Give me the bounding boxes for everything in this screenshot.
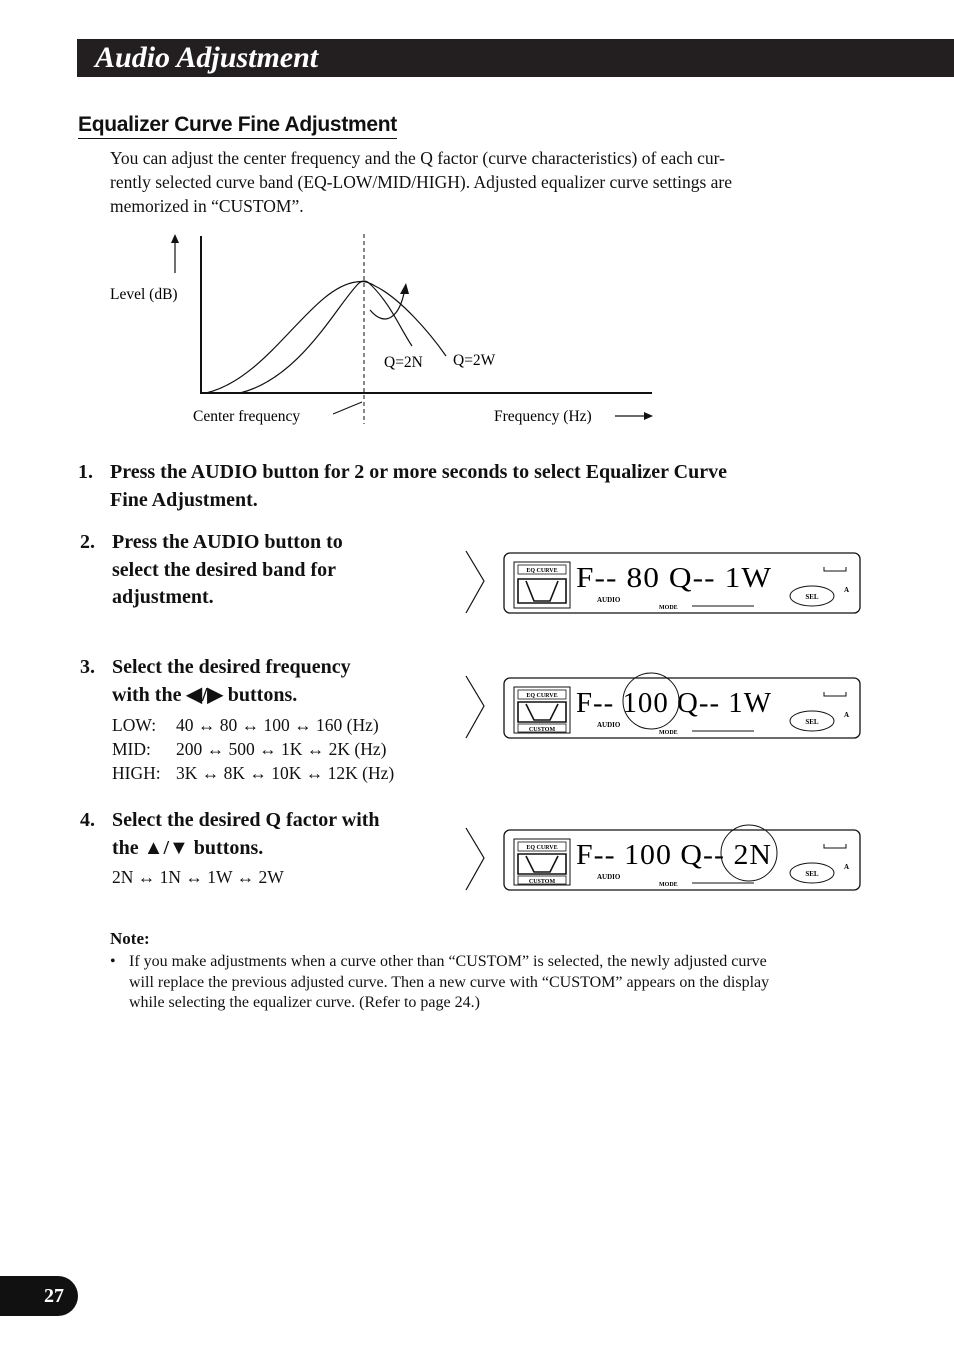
step-line: Press the AUDIO button for 2 or more seconds to select Equalizer Curve	[110, 461, 727, 483]
band-label: MID:	[112, 739, 151, 759]
section-title: Equalizer Curve Fine Adjustment	[78, 113, 397, 139]
note-body	[110, 952, 870, 1014]
y-arrow-head	[171, 234, 179, 243]
step-line: the ▲/▼ buttons.	[112, 836, 264, 859]
step-1-text	[110, 459, 870, 514]
custom-label: CUSTOM	[528, 727, 556, 733]
lcd-display-3	[462, 822, 864, 896]
a-indicator: A	[844, 711, 850, 719]
a-indicator: A	[844, 863, 850, 871]
lcd-main-readout: F-- 100 Q-- 1W	[576, 687, 772, 719]
step-pointer	[466, 551, 484, 613]
audio-indicator: AUDIO	[597, 721, 621, 729]
q-wide-curve	[206, 281, 446, 393]
q-arrow-head	[400, 283, 409, 294]
eq-curve-label: EQ CURVE	[526, 845, 558, 851]
lcd-display-1	[462, 545, 864, 619]
lcd-main-readout: F-- 100 Q-- 2N	[576, 839, 772, 871]
q-factor-sequence: 2N ↔ 1N ↔ 1W ↔ 2W	[112, 867, 284, 887]
x-axis-label: Frequency (Hz)	[494, 408, 592, 425]
x-arrow-head	[644, 412, 653, 420]
step-line: with the ◀/▶ buttons.	[112, 683, 298, 706]
step-line: Select the desired Q factor with	[112, 809, 380, 831]
step-line: select the desired band for	[112, 558, 337, 581]
center-frequency-label: Center frequency	[193, 408, 301, 425]
mode-indicator: MODE	[659, 882, 678, 888]
page-number: 27	[44, 1285, 64, 1307]
step-4-number: 4.	[80, 809, 95, 831]
sequence-row	[112, 713, 394, 737]
chapter-title-bar	[77, 39, 954, 77]
note-title: Note:	[110, 929, 150, 948]
note-text	[129, 952, 870, 1014]
custom-label: CUSTOM	[528, 879, 556, 885]
band-sequence: 200 ↔ 500 ↔ 1K ↔ 2K (Hz)	[176, 739, 387, 759]
sequence-row	[112, 737, 394, 761]
step-3-number: 3.	[80, 656, 95, 678]
band-label: HIGH:	[112, 763, 161, 783]
a-indicator: A	[844, 586, 850, 594]
eq-curve-label: EQ CURVE	[526, 693, 558, 699]
frequency-sequences	[112, 713, 394, 785]
band-sequence: 40 ↔ 80 ↔ 100 ↔ 160 (Hz)	[176, 715, 379, 735]
band-label: LOW:	[112, 715, 157, 735]
intro-line: You can adjust the center frequency and the Q factor (curve characteristics) of each cur-	[110, 148, 725, 168]
eq-curve-diagram	[100, 228, 670, 428]
page-number-tab	[0, 1276, 78, 1316]
step-4-text	[112, 807, 452, 862]
mode-indicator: MODE	[659, 605, 678, 611]
step-2-number: 2.	[80, 531, 95, 553]
step-3-text	[112, 654, 442, 709]
audio-indicator: AUDIO	[597, 873, 621, 881]
note-line: If you make adjustments when a curve other than “CUSTOM” is selected, the newly adjusted curve	[129, 953, 767, 970]
lcd-main-readout: F-- 80 Q-- 1W	[576, 562, 772, 594]
q-narrow-curve	[240, 281, 412, 393]
center-leader-line	[333, 402, 362, 414]
sel-label: SEL	[805, 593, 819, 601]
intro-line: rently selected curve band (EQ-LOW/MID/HIGH). Adjusted equalizer curve settings are	[110, 172, 732, 192]
note-line: will replace the previous adjusted curve. Then a new curve with “CUSTOM” appears on the display	[129, 973, 770, 991]
y-axis-label: Level (dB)	[110, 286, 178, 303]
q-wide-label: Q=2W	[453, 352, 496, 369]
lcd-display-2	[462, 670, 864, 744]
step-1-number: 1.	[78, 461, 93, 483]
intro-paragraph	[110, 146, 870, 218]
audio-indicator: AUDIO	[597, 596, 621, 604]
step-line: Press the AUDIO button to	[112, 531, 343, 553]
step-line: adjustment.	[112, 586, 214, 608]
note-line: while selecting the equalizer curve. (Refer to page 24.)	[129, 994, 480, 1011]
step-line: Fine Adjustment.	[110, 488, 258, 511]
note-bullet: •	[110, 953, 116, 970]
step-2-text	[112, 529, 442, 612]
intro-line: memorized in “CUSTOM”.	[110, 196, 304, 216]
chapter-title: Audio Adjustment	[95, 41, 319, 74]
step-pointer	[466, 676, 484, 738]
mode-indicator: MODE	[659, 730, 678, 736]
sel-label: SEL	[805, 718, 819, 726]
sequence-row	[112, 761, 394, 785]
step-line: Select the desired frequency	[112, 656, 351, 678]
step-pointer	[466, 828, 484, 890]
sel-label: SEL	[805, 870, 819, 878]
eq-curve-label: EQ CURVE	[526, 568, 558, 574]
band-sequence: 3K ↔ 8K ↔ 10K ↔ 12K (Hz)	[176, 763, 395, 783]
q-narrow-label: Q=2N	[384, 354, 423, 371]
